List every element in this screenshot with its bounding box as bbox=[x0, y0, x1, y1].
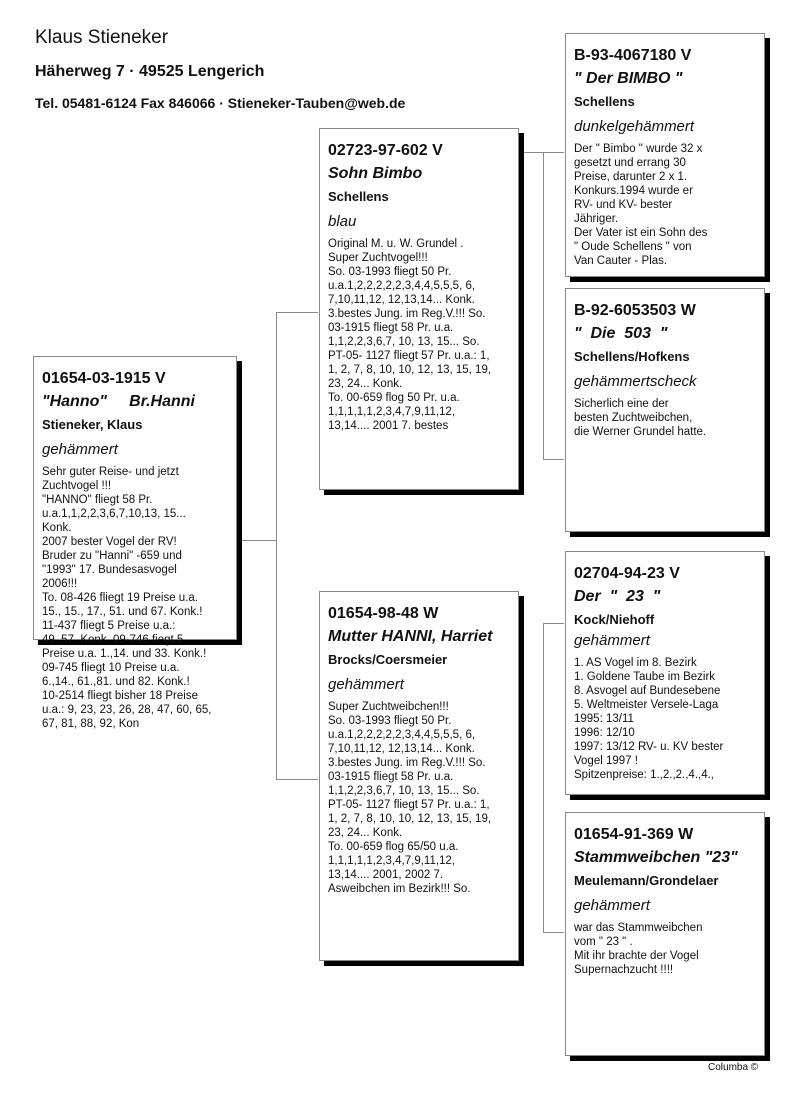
note-line: 1997: 13/12 RV- u. KV bester bbox=[574, 741, 724, 753]
note-line: Spitzenpreise: 1.,2.,2.,4.,4., bbox=[574, 769, 714, 781]
pedigree-card-subject bbox=[33, 356, 237, 730]
note-line: Jähriger. bbox=[574, 213, 619, 225]
notes bbox=[574, 921, 756, 977]
pigeon-name: Mutter HANNI, Harriet bbox=[328, 628, 493, 645]
connector-subject-out bbox=[236, 540, 277, 541]
note-line: war das Stammweibchen bbox=[574, 922, 703, 934]
pedigree-card-father bbox=[319, 128, 519, 490]
pigeon-name: Sohn Bimbo bbox=[328, 165, 423, 182]
note-line: Mit ihr brachte der Vogel bbox=[574, 950, 699, 962]
note-line: Konk. bbox=[42, 522, 72, 534]
note-line: "HANNO" fliegt 58 Pr. bbox=[42, 494, 153, 506]
note-line: 03-1915 fliegt 58 Pr. u.a. bbox=[328, 771, 454, 783]
note-line: 1995: 13/11 bbox=[574, 713, 634, 725]
breeder: Schellens bbox=[574, 94, 635, 109]
pedigree-card-paternal-grandfather bbox=[565, 33, 765, 277]
note-line: 1,1,1,1,1,2,3,4,7,9,11,12, bbox=[328, 406, 456, 418]
note-line: 1. AS Vogel im 8. Bezirk bbox=[574, 657, 697, 669]
plumage-color: gehämmert bbox=[574, 897, 650, 914]
plumage-color: gehämmert bbox=[574, 632, 650, 649]
pedigree-card-mother bbox=[319, 591, 519, 961]
note-line: 67, 81, 88, 92, Kon bbox=[42, 718, 140, 730]
plumage-color: gehämmert bbox=[328, 676, 404, 693]
note-line: Preise, darunter 2 x 1. bbox=[574, 171, 688, 183]
note-line: Konkurs.1994 wurde er bbox=[574, 185, 693, 197]
note-line: Van Cauter - Plas. bbox=[574, 255, 668, 267]
note-line: 1, 2, 7, 8, 10, 10, 12, 13, 15, 19, bbox=[328, 813, 492, 825]
note-line: 5. Weltmeister Versele-Laga bbox=[574, 699, 719, 711]
note-line: 03-1915 fliegt 58 Pr. u.a. bbox=[328, 322, 454, 334]
note-line: So. 03-1993 fliegt 50 Pr. bbox=[328, 266, 452, 278]
breeder: Schellens bbox=[328, 189, 389, 204]
note-line: Der " Bimbo " wurde 32 x bbox=[574, 143, 703, 155]
pedigree-card-maternal-grandfather bbox=[565, 551, 765, 795]
pigeon-name: Stammweibchen "23" bbox=[574, 849, 738, 866]
ring-number: 01654-91-369 W bbox=[574, 826, 694, 843]
pigeon-name: " Der BIMBO " bbox=[574, 70, 683, 87]
pedigree-card-paternal-grandmother bbox=[565, 288, 765, 532]
plumage-color: dunkelgehämmert bbox=[574, 118, 695, 135]
breeder: Schellens/Hofkens bbox=[574, 349, 690, 364]
breeder: Meulemann/Grondelaer bbox=[574, 873, 719, 888]
note-line: "1993" 17. Bundesasvogel bbox=[42, 564, 177, 576]
ring-number: 02723-97-602 V bbox=[328, 142, 443, 159]
note-line: Asweibchen im Bezirk!!! So. bbox=[328, 883, 471, 895]
plumage-color: blau bbox=[328, 213, 357, 230]
pigeon-name: Der " 23 " bbox=[574, 588, 661, 605]
note-line: u.a.1,2,2,2,2,2,3,4,4,5,5,5, 6, bbox=[328, 729, 476, 741]
connector-to-mother bbox=[276, 779, 318, 780]
ring-number: 02704-94-23 V bbox=[574, 565, 680, 582]
connector-to-fm bbox=[543, 459, 564, 460]
notes bbox=[574, 656, 756, 782]
connector-father-vertical bbox=[543, 152, 544, 460]
note-line: Vogel 1997 ! bbox=[574, 755, 638, 767]
note-line: PT-05- 1127 fliegt 57 Pr. u.a.: 1, bbox=[328, 799, 490, 811]
breeder: Stieneker, Klaus bbox=[42, 417, 143, 432]
note-line: PT-05- 1127 fliegt 57 Pr. u.a.: 1, bbox=[328, 350, 490, 362]
notes bbox=[328, 237, 510, 433]
notes bbox=[328, 700, 510, 896]
note-line: 1, 2, 7, 8, 10, 10, 12, 13, 15, 19, bbox=[328, 364, 492, 376]
note-line: 13,14.... 2001 7. bestes bbox=[328, 420, 449, 432]
pigeon-name: " Die 503 " bbox=[574, 325, 668, 342]
connector-to-ff bbox=[518, 152, 564, 153]
note-line: vom " 23 " . bbox=[574, 936, 633, 948]
ring-number: 01654-03-1915 V bbox=[42, 370, 166, 387]
note-line: gesetzt und errang 30 bbox=[574, 157, 686, 169]
pigeon-name: "Hanno" Br.Hanni bbox=[42, 393, 195, 410]
note-line: 3.bestes Jung. im Reg.V.!!! So. bbox=[328, 308, 486, 320]
pedigree-card-maternal-grandmother bbox=[565, 812, 765, 1056]
note-line: To. 00-659 flog 50 Pr. u.a. bbox=[328, 392, 460, 404]
note-line: Preise u.a. 1.,14. und 33. Konk.! bbox=[42, 648, 207, 660]
note-line: 6.,14., 61.,81. und 82. Konk.! bbox=[42, 676, 190, 688]
note-line: Super Zuchtweibchen!!! bbox=[328, 701, 449, 713]
note-line: 2007 bester Vogel der RV! bbox=[42, 536, 177, 548]
connector-to-mm bbox=[543, 932, 564, 933]
breeder: Brocks/Coersmeier bbox=[328, 652, 448, 667]
note-line: 49.,57. Konk. 09-746 fiegt 5 bbox=[42, 634, 184, 646]
note-line: u.a.1,1,2,2,3,6,7,10,13, 15... bbox=[42, 508, 186, 520]
connector-to-mf bbox=[543, 623, 564, 624]
note-line: So. 03-1993 fliegt 50 Pr. bbox=[328, 715, 452, 727]
footer-copyright: Columba © bbox=[708, 1062, 759, 1073]
note-line: Bruder zu "Hanni" -659 und bbox=[42, 550, 182, 562]
owner-address: Häherweg 7 · 49525 Lengerich bbox=[35, 63, 265, 80]
connector-mother-vertical bbox=[543, 623, 544, 933]
note-line: 1996: 12/10 bbox=[574, 727, 635, 739]
note-line: Der Vater ist ein Sohn des bbox=[574, 227, 708, 239]
notes bbox=[574, 142, 756, 268]
note-line: 7,10,11,12, 12,13,14... Konk. bbox=[328, 743, 475, 755]
note-line: 09-745 fliegt 10 Preise u.a. bbox=[42, 662, 180, 674]
ring-number: B-93-4067180 V bbox=[574, 47, 692, 64]
note-line: 8. Asvogel auf Bundesebene bbox=[574, 685, 721, 697]
owner-name: Klaus Stieneker bbox=[35, 27, 169, 48]
notes bbox=[574, 397, 756, 439]
note-line: 1,1,1,1,1,2,3,4,7,9,11,12, bbox=[328, 855, 456, 867]
note-line: 3.bestes Jung. im Reg.V.!!! So. bbox=[328, 757, 486, 769]
note-line: 1,1,2,2,3,6,7, 10, 13, 15... So. bbox=[328, 785, 480, 797]
note-line: 1. Goldene Taube im Bezirk bbox=[574, 671, 716, 683]
note-line: Sicherlich eine der bbox=[574, 398, 669, 410]
note-line: 1,1,2,2,3,6,7, 10, 13, 15... So. bbox=[328, 336, 480, 348]
ring-number: B-92-6053503 W bbox=[574, 302, 696, 319]
note-line: die Werner Grundel hatte. bbox=[574, 426, 707, 438]
note-line: 7,10,11,12, 12,13,14... Konk. bbox=[328, 294, 475, 306]
note-line: 10-2514 fliegt bisher 18 Preise bbox=[42, 690, 198, 702]
note-line: u.a.: 9, 23, 23, 26, 28, 47, 60, 65, bbox=[42, 704, 212, 716]
note-line: To. 08-426 fliegt 19 Preise u.a. bbox=[42, 592, 198, 604]
notes bbox=[42, 465, 228, 731]
note-line: besten Zuchtweibchen, bbox=[574, 412, 693, 424]
plumage-color: gehämmertscheck bbox=[574, 373, 697, 390]
note-line: 15., 15., 17., 51. und 67. Konk.! bbox=[42, 606, 203, 618]
owner-contact: Tel. 05481-6124 Fax 846066 · Stieneker-Tauben@web.de bbox=[35, 95, 406, 111]
note-line: Original M. u. W. Grundel . bbox=[328, 238, 464, 250]
note-line: 13,14.... 2001, 2002 7. bbox=[328, 869, 444, 881]
connector-to-father bbox=[276, 312, 318, 313]
note-line: 23, 24... Konk. bbox=[328, 827, 403, 839]
note-line: " Oude Schellens " von bbox=[574, 241, 692, 253]
note-line: Supernachzucht !!!! bbox=[574, 964, 674, 976]
connector-parents-vertical bbox=[276, 312, 277, 780]
note-line: u.a.1,2,2,2,2,2,3,4,4,5,5,5, 6, bbox=[328, 280, 476, 292]
ring-number: 01654-98-48 W bbox=[328, 605, 439, 622]
note-line: 2006!!! bbox=[42, 578, 78, 590]
note-line: Zuchtvogel !!! bbox=[42, 480, 112, 492]
plumage-color: gehämmert bbox=[42, 441, 118, 458]
breeder: Kock/Niehoff bbox=[574, 612, 655, 627]
note-line: RV- und KV- bester bbox=[574, 199, 673, 211]
note-line: Sehr guter Reise- und jetzt bbox=[42, 466, 179, 478]
note-line: 23, 24... Konk. bbox=[328, 378, 403, 390]
note-line: To. 00-659 flog 65/50 u.a. bbox=[328, 841, 459, 853]
note-line: 11-437 fliegt 5 Preise u.a.: bbox=[42, 620, 176, 632]
note-line: Super Zuchtvogel!!! bbox=[328, 252, 428, 264]
